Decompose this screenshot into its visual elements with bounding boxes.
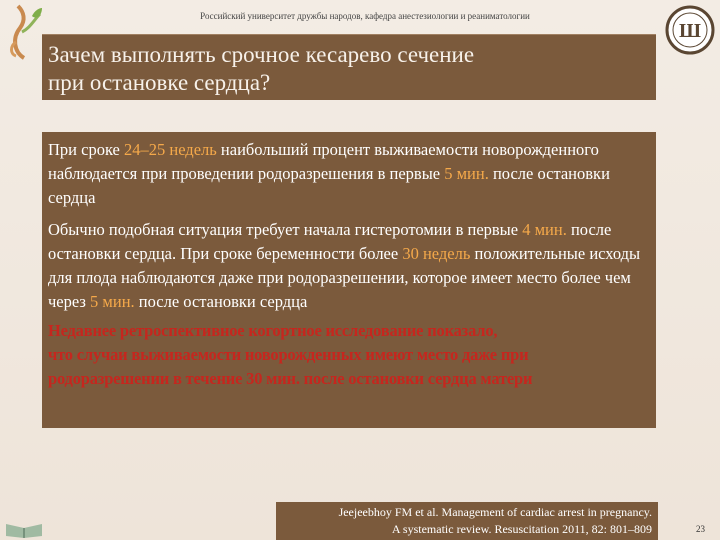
paragraph-2: [48, 218, 650, 314]
p2-text-1: Обычно подобная ситуация требует начала гистеротомии в первые: [48, 220, 523, 239]
p1-text-3: после остановки сердца: [48, 164, 610, 207]
p1-text-1: При сроке: [48, 140, 124, 159]
title-line-1: Зачем выполнять срочное кесарево сечение: [48, 42, 475, 67]
header-text: Российский университет дружбы народов, кафедра анестезиологии и реаниматологии: [200, 11, 530, 21]
title-line-2: при остановке сердца?: [48, 70, 271, 95]
p2-text-4: после остановки сердца: [134, 292, 308, 311]
p3-line-3: родоразрешении в течение 30 мин. после остановки сердца матери: [48, 369, 533, 388]
p1-highlight-minutes: 5 мин.: [444, 164, 489, 183]
open-book-icon: [4, 518, 44, 538]
reference-line-2: A systematic review. Resuscitation 2011, 82: 801–809: [391, 522, 652, 536]
title-panel: [42, 34, 656, 100]
reference-panel: [276, 502, 658, 540]
page-number: 23: [696, 524, 705, 534]
content-panel: [42, 132, 656, 428]
p2-highlight-30weeks: 30 недель: [402, 244, 471, 263]
svg-text:Ш: Ш: [679, 20, 701, 42]
p1-highlight-weeks: 24–25 недель: [124, 140, 217, 159]
p1-text-2: наибольший процент выживаемости новорожденного наблюдается при проведении родоразрешения в первые: [48, 140, 599, 183]
p2-text-2: после остановки сердца. При сроке беременности более: [48, 220, 612, 263]
p2-highlight-5min: 5 мин.: [90, 292, 135, 311]
p3-line-1: Недавнее ретроспективное когортное исследование показало,: [48, 321, 498, 340]
p2-text-3: положительные исходы для плода наблюдаются даже при родоразрешении, которое имеет место более чем через: [48, 244, 641, 311]
paragraph-3: [48, 319, 650, 391]
paragraph-1: [48, 138, 650, 210]
p2-highlight-4min: 4 мин.: [522, 220, 567, 239]
p3-line-2: что случаи выживаемости новорожденных имеют место даже при: [48, 345, 529, 364]
sprout-logo-icon: [4, 2, 44, 60]
reference-line-1: Jeejeebhoy FM et al. Management of cardiac arrest in pregnancy.: [338, 505, 652, 519]
university-emblem-icon: [664, 4, 716, 56]
